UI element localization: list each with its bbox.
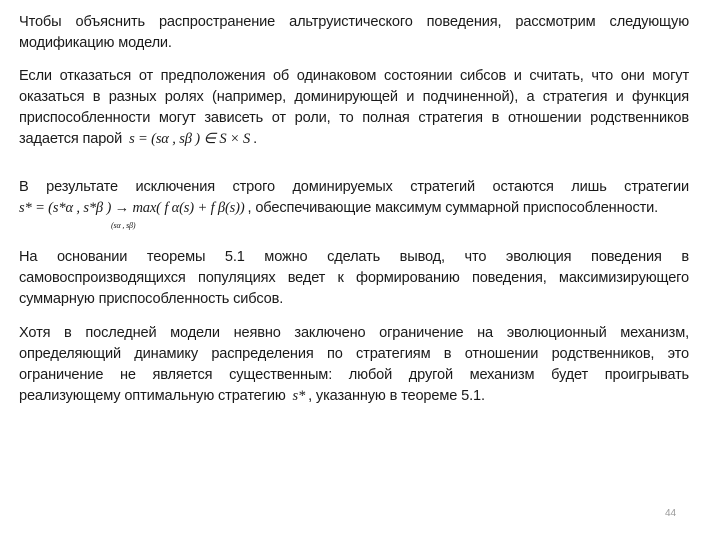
text-line: Если отказаться от предположения об одинаковом состоянии сибсов и считать, что они могут xyxy=(19,68,689,84)
text-line: определяющий динамику распределения по стратегиям в отношении родственников, это xyxy=(19,346,689,362)
paragraph-dominated xyxy=(19,177,689,230)
text-line: Хотя в последней модели неявно заключено ограничение на эволюционный механизм, xyxy=(19,325,689,341)
text-fragment: реализующему оптимальную стратегию xyxy=(19,388,286,404)
text-fragment: задается парой xyxy=(19,131,123,147)
strategy-pair-formula: s = (sα , sβ ) ∈ S × S xyxy=(129,131,251,147)
paragraph-theorem xyxy=(19,247,689,310)
text-line xyxy=(19,198,689,230)
text-line: Чтобы объяснить распространение альтруистического поведения, рассмотрим следующую xyxy=(19,14,689,30)
paragraph-intro xyxy=(19,12,689,54)
text-line: В результате исключения строго доминируемых стратегий остаются лишь стратегии xyxy=(19,179,689,195)
formula-subscript: (sα , sβ) xyxy=(111,221,136,230)
text-line: оказаться в разных ролях (например, доминирующей и подчиненной), а стратегия и функция xyxy=(19,89,689,105)
text-line: На основании теоремы 5.1 можно сделать вывод, что эволюция поведения в xyxy=(19,249,689,265)
text-line: приспособленности могут зависеть от роли, то полная стратегия в отношении родственников xyxy=(19,110,689,126)
text-line xyxy=(19,129,689,150)
text-line: ограничение не является существенным: любой другой механизм будет проигрывать xyxy=(19,367,689,383)
optimal-strategy-formula xyxy=(19,198,248,230)
text-fragment: . xyxy=(253,131,258,147)
s-star-formula: s* xyxy=(292,388,306,404)
text-fragment: , обеспечивающие максимум суммарной приспособленности. xyxy=(247,200,659,216)
text-line: суммарную приспособленность сибсов. xyxy=(19,291,284,307)
text-line: модификацию модели. xyxy=(19,35,172,51)
formula-main: s* = (s*α , s*β ) → max( f α(s) + f β(s)) xyxy=(19,200,245,216)
paragraph-mechanism xyxy=(19,323,689,407)
page-number: 44 xyxy=(665,508,677,519)
text-line: самовоспроизводящихся популяциях ведет к формированию поведения, максимизирующего xyxy=(19,270,689,286)
text-fragment: , указанную в теореме 5.1. xyxy=(308,388,485,404)
paragraph-roles xyxy=(19,66,689,150)
text-line xyxy=(19,386,689,407)
